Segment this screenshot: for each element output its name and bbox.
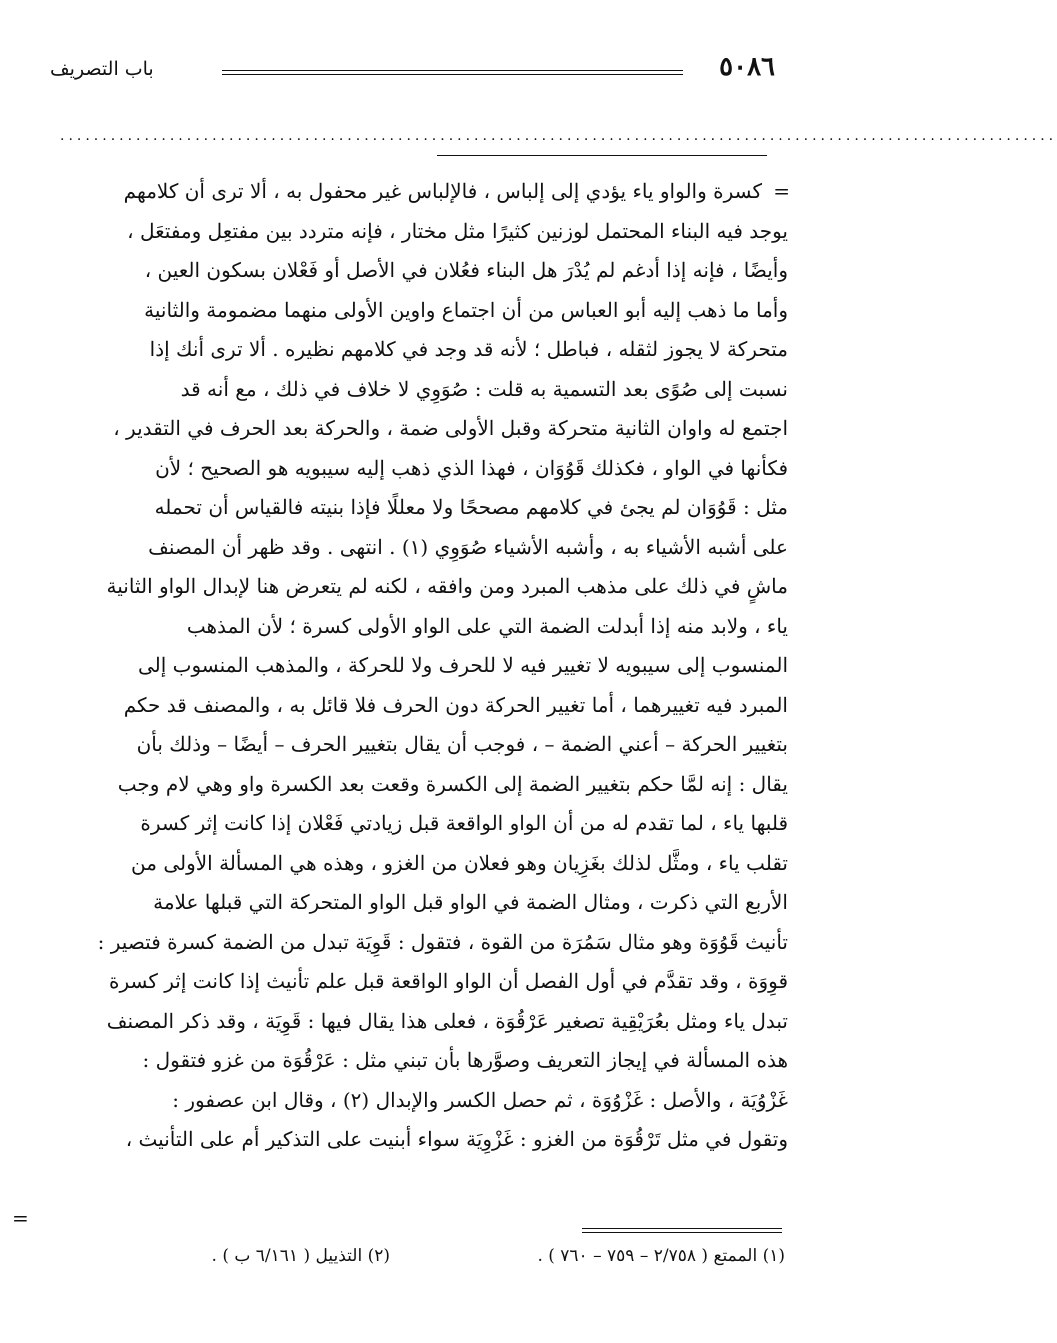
text-line: غَزْوُيَة ، والأصل : غَزْوُوَة ، ثم حصل الكسر والإبدال (٢) ، وقال ابن عصفور : xyxy=(172,1087,788,1112)
running-header xyxy=(50,52,775,92)
text-line: مثل : قَوُوَان لم يجئ في كلامهم مصححًا ولا معللًا فإذا بنيته فالقياس أن تحمله xyxy=(154,495,788,519)
text-line: يوجد فيه البناء المحتمل لوزنين كثيرًا مثل مختار ، فإنه متردد بين مفتعِل ومفتعَل ، xyxy=(127,218,788,243)
header-rule xyxy=(222,74,683,75)
continuation-mark-start: = xyxy=(773,179,790,203)
text-line: نسبت إلى صُوًى بعد التسمية به قلت : صُوَوِي لا خلاف في ذلك ، مع أنه قد xyxy=(180,376,788,401)
text-line: كسرة والواو ياء يؤدي إلى إلباس ، فالإلباس غير محفول به ، ألا ترى أن كلامهم xyxy=(123,179,762,203)
text-line: قوِوَة ، وقد تقدَّم في أول الفصل أن الواو الواقعة قبل علم تأنيث إذا كانت إثر كسرة xyxy=(108,969,788,993)
separator-dots: ...................................................................................................................... xyxy=(60,128,1057,144)
text-line: المبرد فيه تغييرهما ، أما تغيير الحركة دون الحرف فلا قائل به ، والمصنف قد حكم xyxy=(123,692,788,717)
text-line: تأنيث قَوُوَة وهو مثال سَمُرَة من القوة ، فتقول : قَوِيَة تبدل من الضمة كسرة فتصير : xyxy=(97,929,788,954)
text-line: وأيضًا ، فإنه إذا أدغم لم يُدْرَ هل البناء فعُلان في الأصل أو فَعْلان بسكون العين ، xyxy=(144,258,788,282)
page-number: ٥٠٨٦ xyxy=(719,52,775,82)
text-line: يقال : إنه لمَّا حكم بتغيير الضمة إلى الكسرة وقعت بعد الكسرة واو وهي لام وجب xyxy=(117,771,788,796)
continuation-mark-end: = xyxy=(12,1206,29,1230)
text-line: متحركة لا يجوز لثقله ، فباطل ؛ لأنه قد وجد في كلامهم نظيره . ألا ترى أنك إذا xyxy=(149,337,788,361)
text-line: ياء ، ولابد منه إذا أبدلت الضمة التي على الواو الأولى كسرة ؛ لأن المذهب xyxy=(186,613,788,638)
text-line: تبدل ياء ومثل بعُرَيْقِية تصغير عَرْقُوَة ، فعلى هذا يقال فيها : قَوِيَة ، وقد ذكر المصنف xyxy=(106,1008,788,1033)
text-line: هذه المسألة في إيجاز التعريف وصوَّرها بأن تبني مثل : عَرْقُوَة من غزو فتقول : xyxy=(142,1048,788,1072)
footnote-1: (١) الممتع ( ٢/٧٥٨ – ٧٥٩ – ٧٦٠ ) . xyxy=(537,1246,785,1266)
text-line: وتقول في مثل تَرْقُوَة من الغزو : غَزْوِيَة سواء أبنيت على التذكير أم على التأنيث ، xyxy=(125,1127,788,1151)
header-rule xyxy=(222,70,683,71)
text-line: وأما ما ذهب إليه أبو العباس من أن اجتماع واوين الأولى منهما مضمومة والثانية xyxy=(144,297,788,322)
text-line: فكأنها في الواو ، فكذلك قَوُوَان ، فهذا الذي ذهب إليه سيبويه هو الصحيح ؛ لأن xyxy=(155,455,788,480)
text-line: بتغيير الحركة – أعني الضمة – ، فوجب أن يقال بتغيير الحرف – أيضًا – وذلك بأن xyxy=(136,732,788,756)
body-text xyxy=(12,172,790,1230)
text-line: المنسوب إلى سيبويه لا تغيير فيه لا للحرف ولا للحركة ، والمذهب المنسوب إلى xyxy=(137,653,788,677)
text-line: اجتمع له واوان الثانية متحركة وقبل الأولى ضمة ، والحركة بعد الحرف في التقدير ، xyxy=(113,416,788,440)
text-line: ماشٍ في ذلك على مذهب المبرد ومن وافقه ، لكنه لم يتعرض هنا لإبدال الواو الثانية xyxy=(106,574,788,598)
text-line: قلبها ياء ، لما تقدم له من أن الواو الواقعة قبل زيادتي فَعْلان إذا كانت إثر كسرة xyxy=(140,811,788,835)
footnotes xyxy=(160,1238,785,1278)
footnote-2: (٢) التذييل ( ٦/١٦١ ب ) . xyxy=(211,1246,390,1266)
section-rule xyxy=(437,155,767,156)
chapter-title: باب التصريف xyxy=(50,58,154,80)
footnote-rule xyxy=(582,1228,782,1229)
footnote-rule xyxy=(582,1232,782,1233)
text-line: على أشبه الأشياء به ، وأشبه الأشياء صُوَوِي (١) . انتهى . وقد ظهر أن المصنف xyxy=(148,534,788,559)
text-line: تقلب ياء ، ومثَّل لذلك بغَزِيان وهو فعلان من الغزو ، وهذه هي المسألة الأولى من xyxy=(131,850,788,875)
text-line: الأربع التي ذكرت ، ومثال الضمة في الواو قبل الواو المتحركة التي قبلها علامة xyxy=(153,890,788,914)
